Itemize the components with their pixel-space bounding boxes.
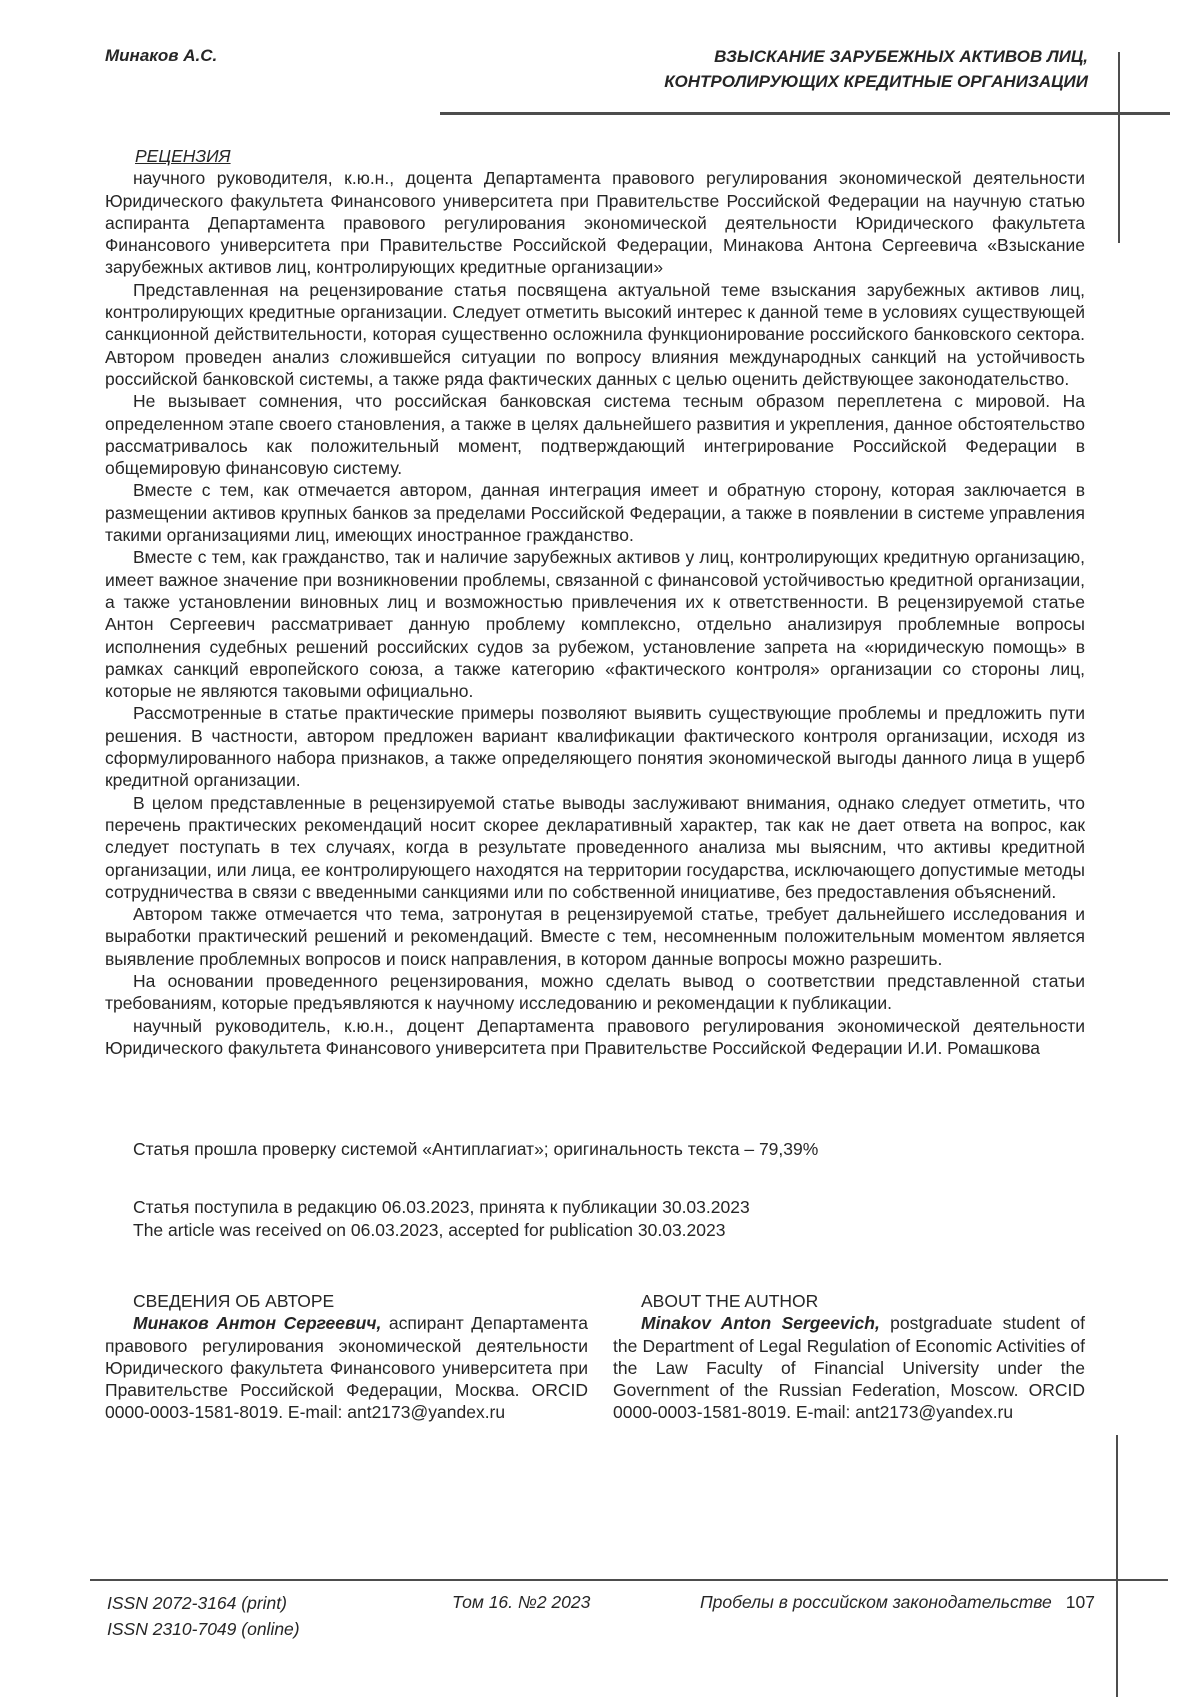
review-paragraph: научного руководителя, к.ю.н., доцента Департамента правового регулирования экономической деятельности Юридического факультета Финансового университета при Правительстве Российской Федерации на научную статью аспиранта Департамента правового регулирования экономической деятельности Юридического факультета Финансового университета при Правительстве Российской Федерации, Минакова Антона Сергеевича «Взыскание зарубежных активов лиц, контролирующих кредитные организации» bbox=[105, 168, 1085, 278]
article-title-line-2: КОНТРОЛИРУЮЩИХ КРЕДИТНЫЕ ОРГАНИЗАЦИИ bbox=[664, 72, 1088, 91]
author-bio-en-text: postgraduate student of the Department of Legal Regulation of Economic Activities of the Law Faculty of Financial University under the Government of the Russian Federation, Moscow. ORCID 0000-0003-1581-8019. E-mail: ant2173@yandex.ru bbox=[613, 1313, 1085, 1423]
about-author-section bbox=[105, 1290, 1085, 1424]
review-paragraph: Рассмотренные в статье практические примеры позволяют выявить существующие проблемы и предложить пути решения. В частности, автором предложен вариант квалификации фактического контроля организации, исходя из сформулированного набора признаков, а также определяющего понятия экономической выгоды данного лица в ущерб кредитной организации. bbox=[105, 703, 1085, 791]
footer-issn bbox=[107, 1590, 300, 1642]
received-date-ru: Статья поступила в редакцию 06.03.2023, принята к публикации 30.03.2023 bbox=[133, 1197, 750, 1217]
about-author-ru-column bbox=[105, 1290, 588, 1424]
author-bio-ru-text: аспирант Департамента правового регулирования экономической деятельности Юридического факультета Финансового университета при Правительстве Российской Федерации, Москва. ORCID 0000-0003-1581-8019. E-mail: ant2173@yandex.ru bbox=[105, 1313, 588, 1423]
plagiarism-check-note: Статья прошла проверку системой «Антиплагиат»; оригинальность текста – 79,39% bbox=[133, 1139, 819, 1159]
review-paragraph: На основании проведенного рецензирования, можно сделать вывод о соответствии представленной статьи требованиям, которые предъявляются к научному исследованию и рекомендации к публикации. bbox=[105, 970, 1085, 1014]
margin-line-bottom bbox=[1116, 1435, 1118, 1697]
running-head-article-title bbox=[488, 44, 1088, 94]
journal-name: Пробелы в российском законодательстве bbox=[699, 1592, 1052, 1612]
author-name-ru: Минаков Антон Сергеевич, bbox=[133, 1313, 382, 1334]
about-author-en-heading: ABOUT THE AUTHOR bbox=[641, 1291, 819, 1311]
footer-rule bbox=[90, 1579, 1168, 1581]
review-body bbox=[105, 145, 1085, 1059]
review-paragraph: научный руководитель, к.ю.н., доцент Департамента правового регулирования экономической деятельности Юридического факультета Финансового университета при Правительстве Российской Федерации И.И. Ромашкова bbox=[105, 1015, 1085, 1058]
about-author-en-column bbox=[613, 1290, 1085, 1424]
footer-journal bbox=[700, 1592, 1095, 1613]
about-author-en-bio bbox=[613, 1312, 1085, 1423]
author-name-en: Minakov Anton Sergeevich, bbox=[641, 1313, 880, 1334]
review-paragraph: В целом представленные в рецензируемой статье выводы заслуживают внимания, однако следует отметить, что перечень практических рекомендаций носит скорее декларативный характер, так как не дает ответа на вопрос, как следует поступать в тех случаях, когда в результате проведенного анализа мы выясним, что активы кредитной организации, или лица, ее контролирующего находятся на территории государства, исключающего допустимые методы сотрудничества в связи с введенными санкциями или по собственной инициативе, без предоставления объяснений. bbox=[105, 792, 1085, 902]
footer-volume: Том 16. №2 2023 bbox=[452, 1592, 591, 1612]
running-head-author: Минаков А.С. bbox=[105, 46, 218, 65]
issn-online: ISSN 2310-7049 (online) bbox=[107, 1619, 300, 1639]
review-paragraph: Не вызывает сомнения, что российская банковская система тесным образом переплетена с мировой. На определенном этапе своего становления, а также в целях дальнейшего развития и укрепления, данное обстоятельство рассматривалось как положительный момент, подтверждающий интегрирование Российской Федерации в общемировую финансовую систему. bbox=[105, 391, 1085, 479]
review-heading: РЕЦЕНЗИЯ bbox=[135, 146, 231, 166]
review-paragraph: Автором также отмечается что тема, затронутая в рецензируемой статье, требует дальнейшего исследования и выработки практический решений и рекомендаций. Вместе с тем, несомненным положительным моментом является выявление проблемных вопросов и поиск направления, в котором данные вопросы можно разрешить. bbox=[105, 904, 1085, 969]
review-paragraph: Вместе с тем, как отмечается автором, данная интеграция имеет и обратную сторону, которая заключается в размещении активов крупных банков за пределами Российской Федерации, а также в появлении в системе управления такими организациями лиц, имеющих иностранное гражданство. bbox=[105, 480, 1085, 546]
page-number: 107 bbox=[1065, 1592, 1095, 1612]
submission-dates bbox=[133, 1196, 1033, 1242]
header-rule bbox=[440, 112, 1170, 115]
received-date-en: The article was received on 06.03.2023, accepted for publication 30.03.2023 bbox=[133, 1220, 726, 1240]
margin-line-top bbox=[1118, 52, 1120, 243]
issn-print: ISSN 2072-3164 (print) bbox=[107, 1593, 287, 1613]
review-paragraph: Представленная на рецензирование статья посвящена актуальной теме взыскания зарубежных активов лиц, контролирующих кредитные организации. Следует отметить высокий интерес к данной теме в условиях существующей санкционной действительности, которая существенно осложнила функционирование российского банковского сектора. Автором проведен анализ сложившейся ситуации по вопросу влияния международных санкций на устойчивость российской банковской системы, а также ряда фактических данных с целью оценить действующее законодательство. bbox=[105, 279, 1085, 389]
article-title-line-1: ВЗЫСКАНИЕ ЗАРУБЕЖНЫХ АКТИВОВ ЛИЦ, bbox=[714, 47, 1088, 66]
review-paragraph: Вместе с тем, как гражданство, так и наличие зарубежных активов у лиц, контролирующих кредитную организацию, имеет важное значение при возникновении проблемы, связанной с финансовой устойчивостью кредитной организации, а также установлении виновных лиц и возможностью привлечения их к ответственности. В рецензируемой статье Антон Сергеевич рассматривает данную проблему комплексно, отдельно анализируя проблемные вопросы исполнения судебных решений российских судов за рубежом, установление запрета на «юридическую помощь» в рамках санкций европейского союза, а также категорию «фактического контроля» организации со стороны лиц, которые не являются таковыми официально. bbox=[105, 547, 1085, 702]
about-author-ru-heading: СВЕДЕНИЯ ОБ АВТОРЕ bbox=[133, 1291, 335, 1311]
about-author-ru-bio bbox=[105, 1312, 588, 1423]
